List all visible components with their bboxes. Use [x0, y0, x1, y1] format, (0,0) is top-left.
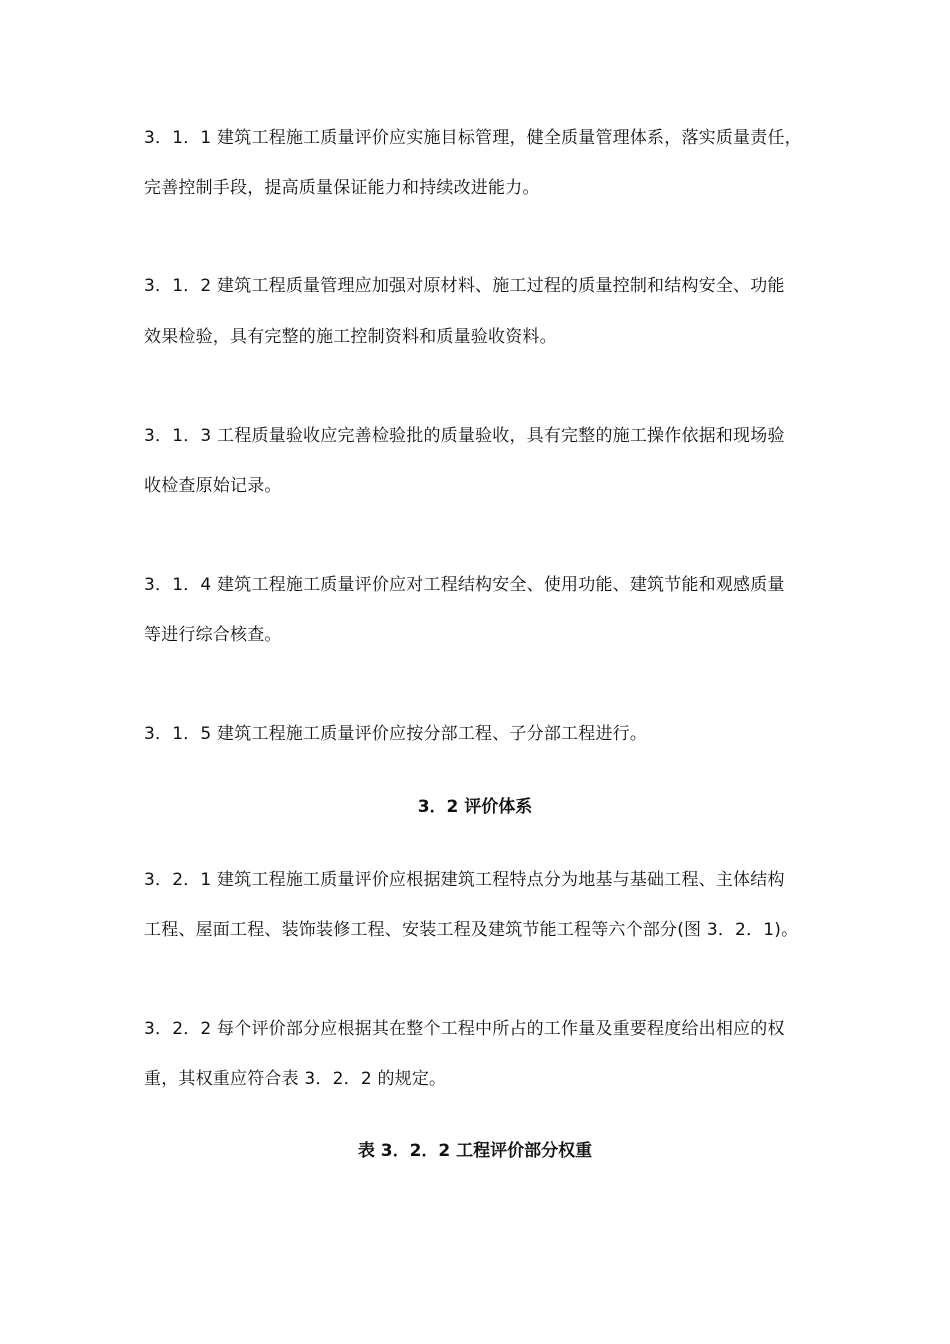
paragraph-3-1-2-line-1: 3．1．2 建筑工程质量管理应加强对原材料、施工过程的质量控制和结构安全、功能 — [144, 276, 785, 296]
paragraph-3-1-2-line-2: 效果检验，具有完整的施工控制资料和质量验收资料。 — [144, 327, 557, 347]
paragraph-3-1-1-line-2: 完善控制手段，提高质量保证能力和持续改进能力。 — [144, 178, 540, 198]
paragraph-3-2-2-line-2: 重，其权重应符合表 3．2．2 的规定。 — [144, 1069, 447, 1089]
paragraph-3-2-1-line-2: 工程、屋面工程、装饰装修工程、安装工程及建筑节能工程等六个部分(图 3．2．1)。 — [144, 920, 799, 940]
paragraph-3-1-4-line-1: 3．1．4 建筑工程施工质量评价应对工程结构安全、使用功能、建筑节能和观感质量 — [144, 575, 785, 595]
paragraph-3-2-1-line-1: 3．2．1 建筑工程施工质量评价应根据建筑工程特点分为地基与基础工程、主体结构 — [144, 870, 785, 890]
paragraph-3-1-1-line-1: 3．1．1 建筑工程施工质量评价应实施目标管理，健全质量管理体系，落实质量责任， — [144, 128, 802, 148]
paragraph-3-2-2-line-1: 3．2．2 每个评价部分应根据其在整个工程中所占的工作量及重要程度给出相应的权 — [144, 1019, 785, 1039]
table-title: 表 3．2．2 工程评价部分权重 — [357, 1141, 593, 1161]
section-heading-3-2: 3．2 评价体系 — [417, 797, 533, 817]
paragraph-3-1-4-line-2: 等进行综合核查。 — [144, 625, 282, 645]
paragraph-3-1-5: 3．1．5 建筑工程施工质量评价应按分部工程、子分部工程进行。 — [144, 724, 648, 744]
paragraph-3-1-3-line-2: 收检查原始记录。 — [144, 476, 282, 496]
paragraph-3-1-3-line-1: 3．1．3 工程质量验收应完善检验批的质量验收，具有完整的施工操作依据和现场验 — [144, 426, 785, 446]
